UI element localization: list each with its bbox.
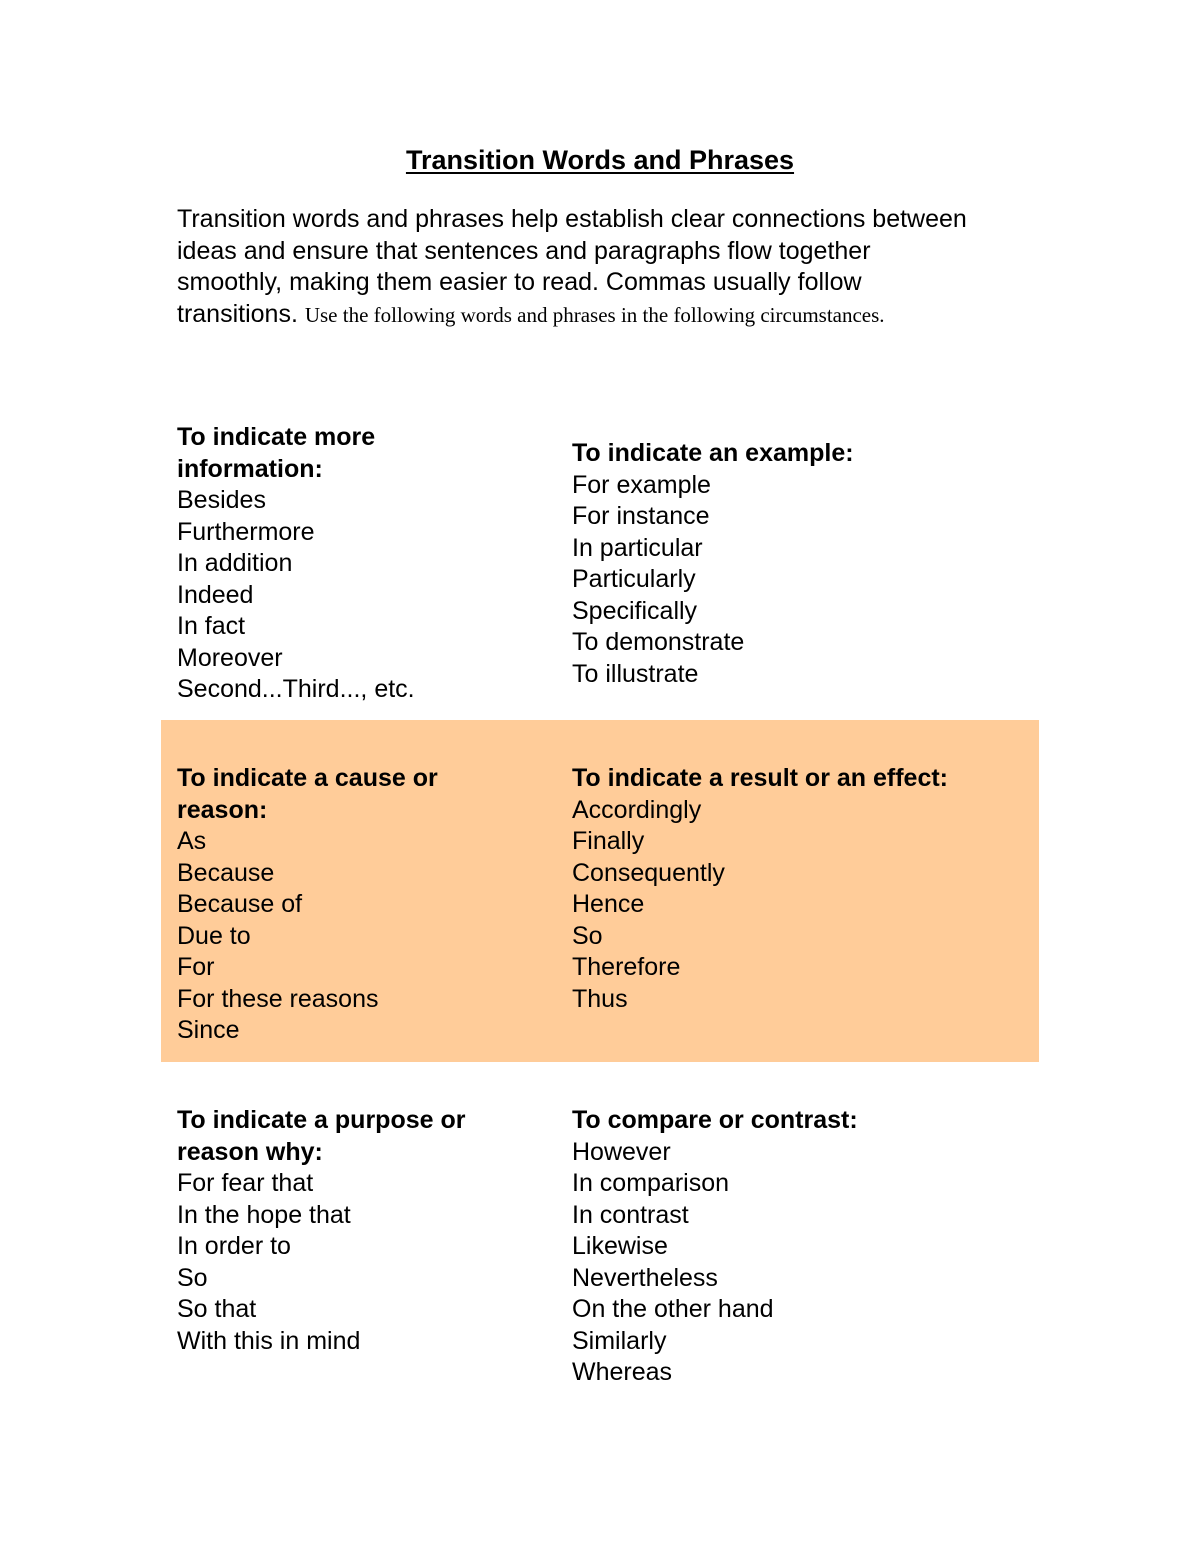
list-item: To demonstrate (572, 628, 745, 656)
list-item: In comparison (572, 1169, 730, 1197)
section-heading: To indicate a purpose or reason why: (177, 1106, 466, 1166)
list-item: In contrast (572, 1200, 689, 1229)
list-item: So (572, 921, 603, 950)
list-item: Nevertheless (572, 1263, 718, 1292)
word-list (177, 485, 557, 706)
section-compare-contrast (572, 1105, 1002, 1389)
intro-paragraph (177, 204, 977, 330)
list-item: Besides (177, 486, 266, 514)
list-item: Likewise (572, 1232, 668, 1260)
list-item: Because of (177, 890, 303, 918)
list-item: Since (177, 1016, 240, 1044)
list-item: To illustrate (572, 659, 699, 688)
word-list (572, 1137, 1002, 1389)
word-list (572, 470, 1002, 691)
section-heading: To indicate more information: (177, 423, 376, 483)
list-item: Accordingly (572, 795, 702, 824)
list-item: Therefore (572, 953, 681, 981)
list-item: Furthermore (177, 517, 315, 546)
list-item: Finally (572, 827, 645, 855)
list-item: Similarly (572, 1326, 667, 1355)
section-purpose (177, 1105, 557, 1357)
list-item: Specifically (572, 596, 698, 625)
list-item: Indeed (177, 580, 254, 609)
list-item: However (572, 1137, 671, 1166)
list-item: Thus (572, 984, 628, 1013)
list-item: So that (177, 1295, 257, 1323)
list-item: In fact (177, 612, 246, 640)
word-list (572, 795, 1002, 1016)
section-cause-reason (177, 763, 557, 1047)
section-heading: To compare or contrast: (572, 1106, 858, 1134)
section-heading: To indicate a result or an effect: (572, 764, 949, 792)
list-item: For fear that (177, 1169, 314, 1197)
page-title: Transition Words and Phrases (405, 145, 795, 175)
list-item: Hence (572, 890, 645, 918)
list-item: Moreover (177, 643, 283, 672)
word-list (177, 1168, 557, 1357)
list-item: Particularly (572, 565, 696, 593)
intro-note-text: Use the following words and phrases in the following circumstances. (304, 302, 885, 327)
list-item: As (177, 827, 207, 855)
list-item: In particular (572, 533, 703, 562)
list-item: On the other hand (572, 1295, 774, 1323)
list-item: For example (572, 470, 711, 499)
list-item: With this in mind (177, 1326, 361, 1355)
list-item: Second...Third..., etc. (177, 675, 415, 703)
list-item: In order to (177, 1232, 291, 1260)
list-item: For instance (572, 502, 710, 530)
list-item: Consequently (572, 858, 725, 887)
list-item: Because (177, 858, 275, 887)
word-list (177, 826, 557, 1047)
section-heading: To indicate an example: (572, 439, 854, 467)
list-item: For these reasons (177, 984, 379, 1013)
list-item: In addition (177, 549, 293, 577)
intro-main-text: Transition words and phrases help establish clear connections between ideas and ensure that sentences and paragraphs flow together smoothly, making them easier to read. Commas usually follow transitions. (177, 205, 967, 328)
list-item: Whereas (572, 1358, 673, 1386)
list-item: So (177, 1263, 208, 1292)
section-heading: To indicate a cause or reason: (177, 764, 438, 824)
list-item: In the hope that (177, 1200, 351, 1229)
section-example (572, 438, 1002, 690)
section-more-information (177, 422, 557, 706)
section-result-effect (572, 763, 1002, 1015)
list-item: For (177, 953, 215, 981)
list-item: Due to (177, 921, 251, 950)
